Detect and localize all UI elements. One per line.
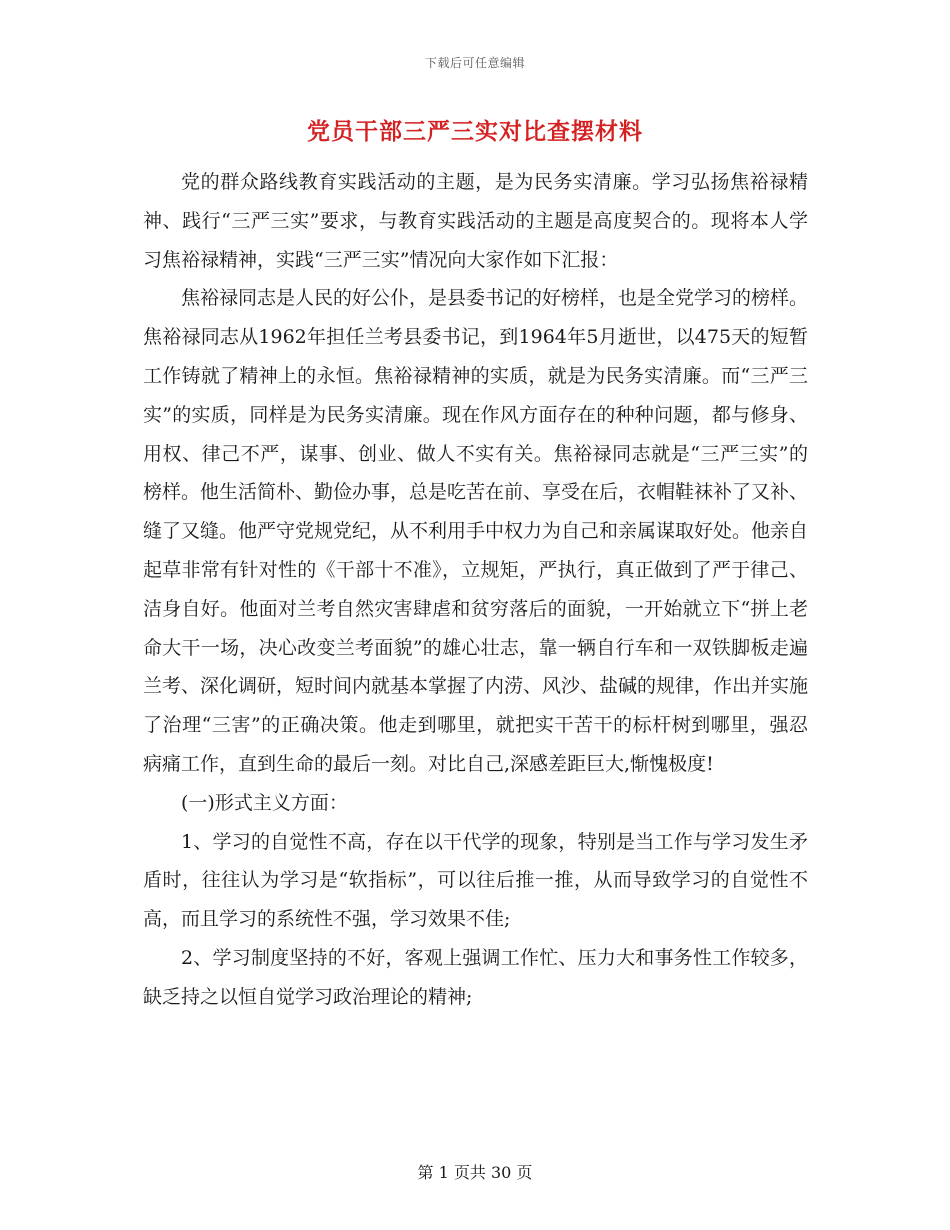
page-header-note: 下载后可任意编辑 [424, 56, 525, 70]
page-number-footer: 第 1 页共 30 页 [417, 1163, 533, 1182]
list-item-study-awareness: 1、学习的自觉性不高，存在以干代学的现象，特别是当工作与学习发生矛盾时，往往认为学习是“软指标”，可以往后推一推，从而导致学习的自觉性不高，而且学习的系统性不强，学习效果不佳; [143, 830, 808, 931]
document-body [143, 163, 808, 1017]
section-heading-formalism: (一)形式主义方面： [181, 791, 348, 814]
paragraph-jiao-yulu: 焦裕禄同志是人民的好公仆，是县委书记的好榜样，也是全党学习的榜样。焦裕禄同志从1962年担任兰考县委书记，到1964年5月逝世，以475天的短暂工作铸就了精神上的永恒。焦裕禄精神的实质，就是为民务实清廉。而“三严三实”的实质，同样是为民务实清廉。现在作风方面存在的种种问题，都与修身、用权、律己不严，谋事、创业、做人不实有关。焦裕禄同志就是“三严三实”的榜样。他生活简朴、勤俭办事，总是吃苦在前、享受在后，衣帽鞋袜补了又补、缝了又缝。他严守党规党纪，从不利用手中权力为自己和亲属谋取好处。他亲自起草非常有针对性的《干部十不准》，立规矩，严执行，真正做到了严于律己、洁身自好。他面对兰考自然灾害肆虐和贫穷落后的面貌，一开始就立下“拼上老命大干一场，决心改变兰考面貌”的雄心壮志，靠一辆自行车和一双铁脚板走遍兰考、深化调研，短时间内就基本掌握了内涝、风沙、盐碱的规律，作出并实施了治理“三害”的正确决策。他走到哪里，就把实干苦干的标杆树到哪里，强忍病痛工作，直到生命的最后一刻。对比自己,深感差距巨大,惭愧极度! [143, 287, 809, 775]
document-title: 党员干部三严三实对比查摆材料 [307, 118, 643, 145]
paragraph-intro: 党的群众路线教育实践活动的主题，是为民务实清廉。学习弘扬焦裕禄精神、践行“三严三实”要求，与教育实践活动的主题是高度契合的。现将本人学习焦裕禄精神，实践“三严三实”情况向大家作如下汇报： [143, 171, 808, 271]
list-item-study-system: 2、学习制度坚持的不好，客观上强调工作忙、压力大和事务性工作较多，缺乏持之以恒自觉学习政治理论的精神; [143, 946, 808, 1008]
